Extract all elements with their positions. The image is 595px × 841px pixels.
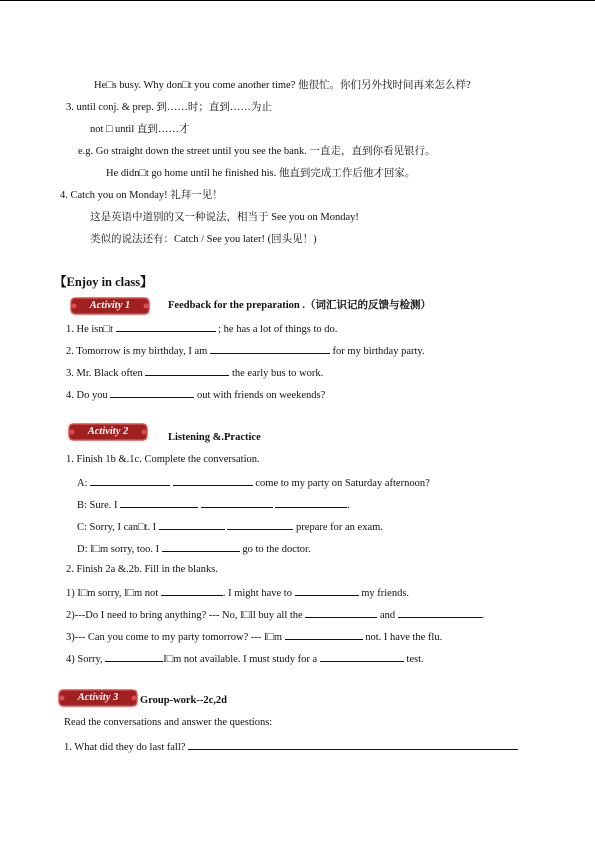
answer-blank[interactable] [161, 585, 223, 596]
answer-blank[interactable] [90, 475, 170, 486]
answer-blank[interactable] [210, 343, 330, 354]
answer-blank[interactable] [173, 475, 253, 486]
activity2-badge [68, 423, 148, 441]
example-until-home: He didn□t go home until he finished his. 他直到完成工作后他才回家。 [106, 168, 416, 179]
activity2-badge-label: Activity 2 [87, 426, 129, 437]
activity3-heading: Group-work--2c,2d [140, 695, 228, 706]
note-goodbye: 这是英语中道别的又一种说法，相当于 See you on Monday! [90, 212, 359, 223]
answer-blank[interactable] [285, 629, 363, 640]
conversation-line-d: D: I□m sorry, too. I go to the doctor. [77, 541, 311, 556]
answer-blank[interactable] [159, 519, 225, 530]
example-until-bank: e.g. Go straight down the street until you see the bank. 一直走，直到你看见银行。 [78, 146, 436, 157]
answer-blank[interactable] [320, 651, 404, 662]
activity1-badge [70, 297, 150, 315]
activity1-heading: Feedback for the preparation .（词汇识记的反馈与检测） [168, 300, 431, 311]
answer-blank[interactable] [275, 497, 347, 508]
activity1-badge-label: Activity 1 [89, 300, 131, 311]
sentence-4: 4) Sorry, I□m not available. I must study for a test. [66, 651, 424, 666]
conversation-line-c: C: Sorry, I can□t. I prepare for an exam. [77, 519, 383, 534]
vocab-until-definition: 3. until conj. & prep. 到……时；直到……为止 [66, 102, 272, 113]
activity1-question-1: 1. He isn□t ; he has a lot of things to do. [66, 321, 337, 336]
answer-blank[interactable] [120, 497, 198, 508]
section-title: 【Enjoy in class】 [54, 275, 153, 289]
note-similar: 类似的说法还有：Catch / See you later! (回头见！) [90, 234, 317, 245]
sentence-2: 2)---Do I need to bring anything? --- No, I□ll buy all the and . [66, 607, 484, 622]
conversation-line-b: B: Sure. I . [77, 497, 350, 512]
example-sentence-busy: He□s busy. Why don□t you come another time? 他很忙。你们另外找时间再来怎么样? [94, 80, 471, 91]
activity2-heading: Listening &.Practice [168, 432, 261, 443]
sentence-1: 1) I□m sorry, I□m not . I might have to my friends. [66, 585, 409, 600]
answer-blank[interactable] [305, 607, 377, 618]
answer-blank[interactable] [201, 497, 273, 508]
conversation-line-a: A: come to my party on Saturday afternoon? [77, 475, 430, 490]
answer-blank[interactable] [188, 739, 518, 750]
answer-blank[interactable] [116, 321, 216, 332]
activity3-intro: Read the conversations and answer the questions: [64, 717, 273, 728]
activity2-part1-instruction: 1. Finish 1b &.1c. Complete the conversation. [66, 454, 260, 465]
answer-blank[interactable] [110, 387, 194, 398]
activity3-question-1: 1. What did they do last fall? [64, 739, 518, 754]
activity2-part2-instruction: 2. Finish 2a &.2b. Fill in the blanks. [66, 564, 218, 575]
activity1-question-2: 2. Tomorrow is my birthday, I am for my birthday party. [66, 343, 425, 358]
activity3-badge [58, 689, 138, 707]
activity1-question-4: 4. Do you out with friends on weekends? [66, 387, 325, 402]
vocab-not-until: not □ until 直到……才 [90, 124, 190, 135]
activity1-question-3: 3. Mr. Black often the early bus to work. [66, 365, 323, 380]
answer-blank[interactable] [398, 607, 482, 618]
answer-blank[interactable] [162, 541, 240, 552]
answer-blank[interactable] [105, 651, 163, 662]
sentence-3: 3)--- Can you come to my party tomorrow? --- I□m not. I have the flu. [66, 629, 442, 644]
page-top-rule [0, 0, 595, 1]
activity3-badge-label: Activity 3 [77, 692, 119, 703]
answer-blank[interactable] [227, 519, 293, 530]
answer-blank[interactable] [145, 365, 229, 376]
answer-blank[interactable] [295, 585, 359, 596]
vocab-catch-you: 4. Catch you on Monday! 礼拜一见！ [60, 190, 223, 201]
